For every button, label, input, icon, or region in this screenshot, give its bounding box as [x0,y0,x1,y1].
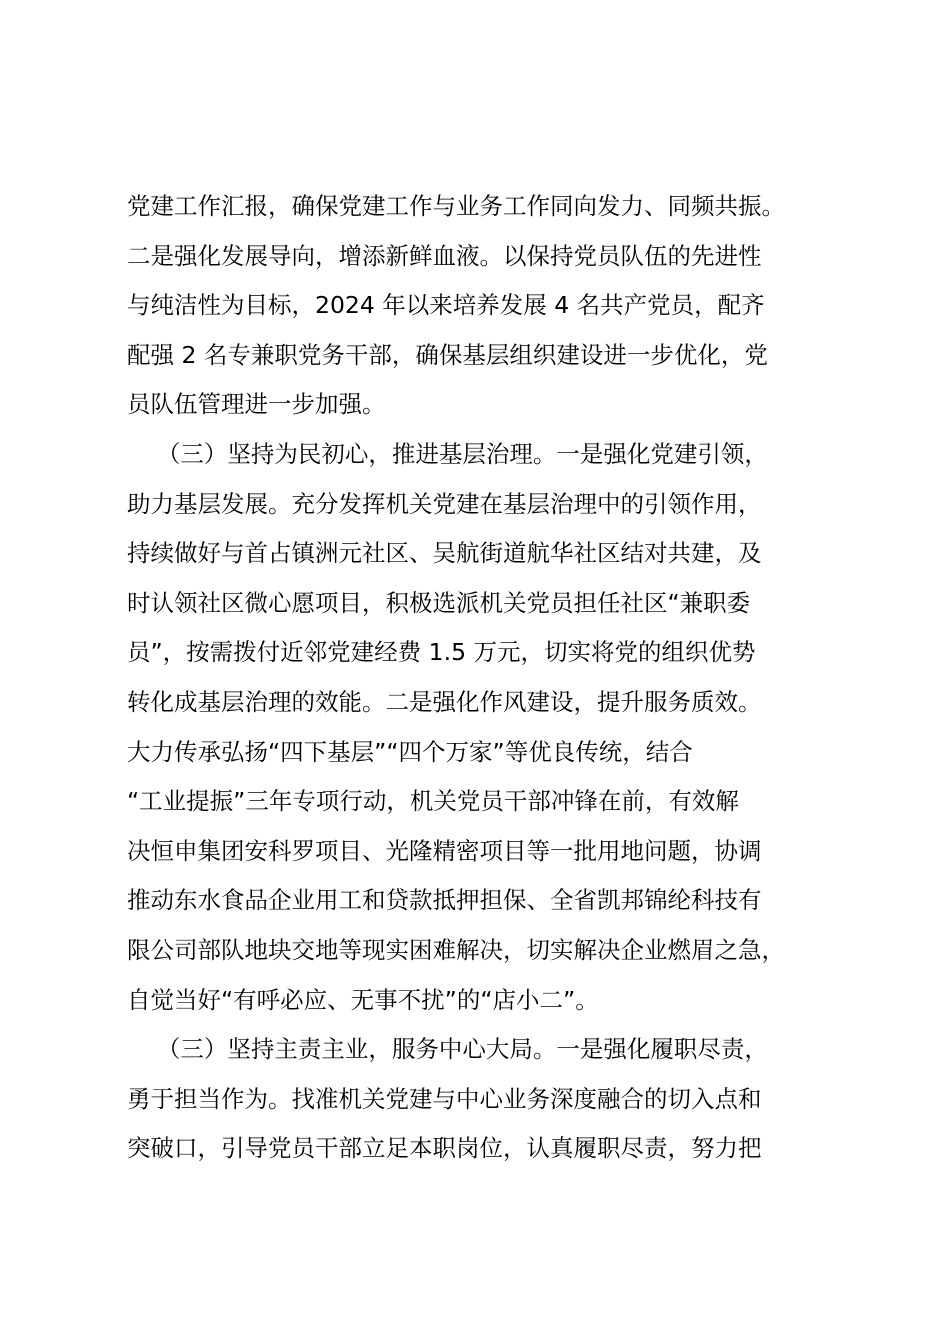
text-line: 决恒申集团安科罗项目、光隆精密项目等一批用地问题，协调 [127,836,762,865]
text-line: 转化成基层治理的效能。二是强化作风建设，提升服务质效。 [127,687,762,716]
text-line: 二是强化发展导向，增添新鲜血液。以保持党员队伍的先进性 [127,241,762,270]
text-line: 党建工作汇报，确保党建工作与业务工作同向发力、同频共振。 [127,192,785,220]
section-heading-line: （三）坚持为民初心，推进基层治理。一是强化党建引领， [127,439,768,468]
text-line: 时认领社区微心愿项目，积极选派机关党员担任社区“兼职委 [127,588,751,617]
text-line: 配强 2 名专兼职党务干部，确保基层组织建设进一步优化，党 [127,340,768,369]
text-line: 助力基层发展。充分发挥机关党建在基层治理中的引领作用， [127,489,762,518]
text-line: 突破口，引导党员干部立足本职岗位，认真履职尽责，努力把 [127,1134,762,1163]
text-line: 推动东水食品企业用工和贷款抵押担保、全省凯邦锦纶科技有 [127,886,762,915]
text-line: “工业提振”三年专项行动，机关党员干部冲锋在前，有效解 [127,787,739,816]
text-line: 持续做好与首占镇洲元社区、吴航街道航华社区结对共建，及 [127,539,762,568]
text-line: 员”，按需拨付近邻党建经费 1.5 万元，切实将党的组织优势 [127,638,756,667]
text-line: 大力传承弘扬“四下基层”“四个万家”等优良传统，结合 [127,737,693,766]
text-line: 自觉当好“有呼必应、无事不扰”的“店小二”。 [127,985,599,1014]
text-line: 员队伍管理进一步加强。 [127,390,386,419]
text-line: 限公司部队地块交地等现实困难解决，切实解决企业燃眉之急， [127,935,785,964]
section-heading-line: （三）坚持主责主业，服务中心大局。一是强化履职尽责， [127,1035,768,1064]
text-line: 与纯洁性为目标，2024 年以来培养发展 4 名共产党员，配齐 [127,291,765,320]
text-line: 勇于担当作为。找准机关党建与中心业务深度融合的切入点和 [127,1084,762,1113]
body-text [127,182,867,1174]
